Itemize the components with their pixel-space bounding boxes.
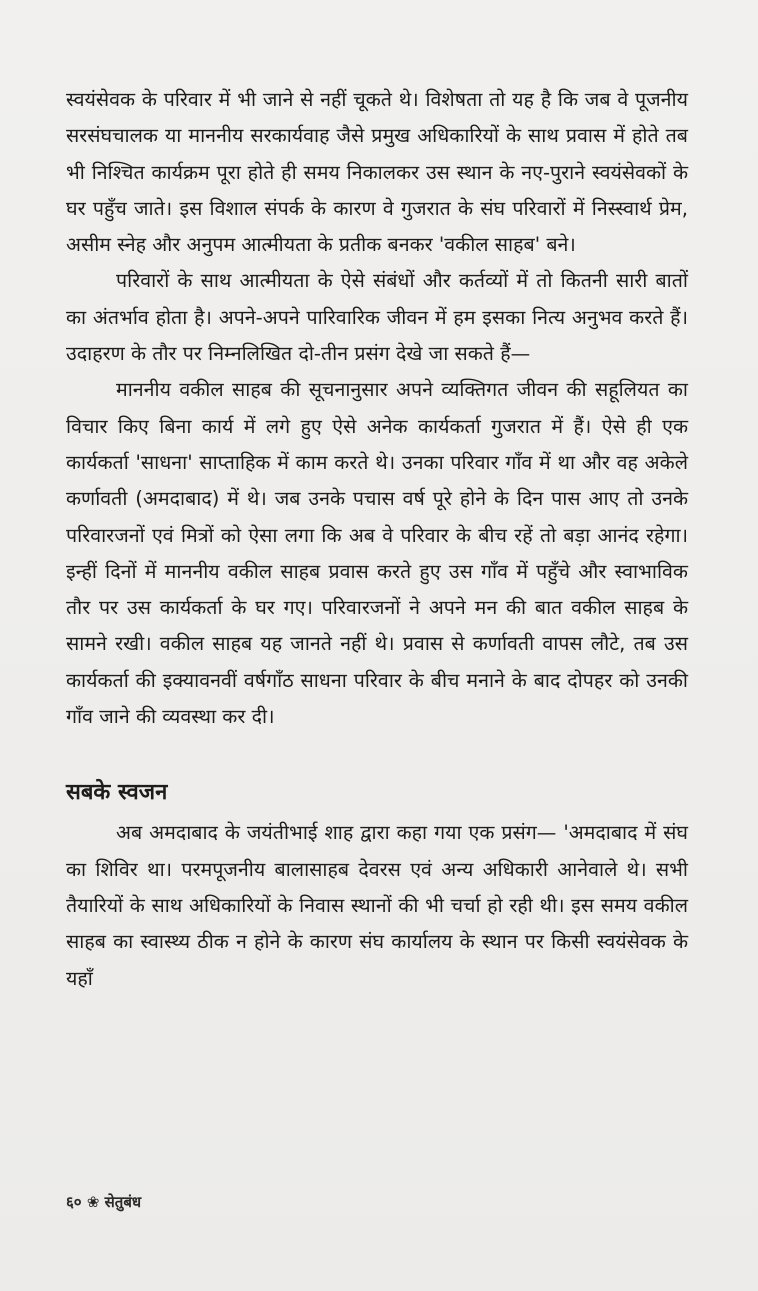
page-number: ६० — [66, 1193, 82, 1211]
book-title: सेतुबंध — [104, 1193, 142, 1211]
page-footer — [66, 1192, 141, 1212]
paragraph-2: परिवारों के साथ आत्मीयता के ऐसे संबंधों और कर्तव्यों में तो कितनी सारी बातों का अंतर्भाव होता है। अपने-अपने पारिवारिक जीवन में हम इसका नित्य अनुभव करते हैं। उदाहरण के तौर पर निम्नलिखित दो-तीन प्रसंग देखे जा सकते हैं— — [66, 269, 688, 366]
paragraph-4: अब अमदाबाद के जयंतीभाई शाह द्वारा कहा गया एक प्रसंग— 'अमदाबाद में संघ का शिविर था। परमपूजनीय बालासाहब देवरस एवं अन्य अधिकारी आनेवाले थे। सभी तैयारियों के साथ अधिकारियों के निवास स्थानों की भी चर्चा हो रही थी। इस समय वकील साहब का स्वास्थ्य ठीक न होने के कारण संघ कार्यालय के स्थान पर किसी स्वयंसेवक के यहाँ — [66, 821, 688, 990]
paragraph-3: माननीय वकील साहब की सूचनानुसार अपने व्यक्तिगत जीवन की सहूलियत का विचार किए बिना कार्य में लगे हुए ऐसे अनेक कार्यकर्ता गुजरात में हैं। ऐसे ही एक कार्यकर्ता 'साधना' साप्ताहिक में काम करते थे। उनका परिवार गाँव में था और वह अकेले कर्णावती (अमदाबाद) में थे। जब उनके पचास वर्ष पूरे होने के दिन पास आए तो उनके परिवारजनों एवं मित्रों को ऐसा लगा कि अब वे परिवार के बीच रहें तो बड़ा आनंद रहेगा। इन्हीं दिनों में माननीय वकील साहब प्रवास करते हुए उस गाँव में पहुँचे और स्वाभाविक तौर पर उस कार्यकर्ता के घर गए। परिवारजनों ने अपने मन की बात वकील साहब के सामने रखी। वकील साहब यह जानते नहीं थे। प्रवास से कर्णावती वापस लौटे, तब उस कार्यकर्ता की इक्यावनवीं वर्षगाँठ साधना परिवार के बीच मनाने के बाद दोपहर को उनकी गाँव जाने की व्यवस्था कर दी। — [66, 378, 688, 729]
paragraph-1: स्वयंसेवक के परिवार में भी जाने से नहीं चूकते थे। विशेषता तो यह है कि जब वे पूजनीय सरसंघचालक या माननीय सरकार्यवाह जैसे प्रमुख अधिकारियों के साथ प्रवास में होते तब भी निश्चित कार्यक्रम पूरा होते ही समय निकालकर उस स्थान के नए-पुराने स्वयंसेवकों के घर पहुँच जाते। इस विशाल संपर्क के कारण वे गुजरात के संघ परिवारों में निस्स्वार्थ प्रेम, असीम स्नेह और अनुपम आत्मीयता के प्रतीक बनकर 'वकील साहब' बने। — [66, 88, 688, 257]
section-heading: सबके स्वजन — [66, 780, 168, 806]
flower-ornament-icon: ❀ — [86, 1193, 100, 1211]
